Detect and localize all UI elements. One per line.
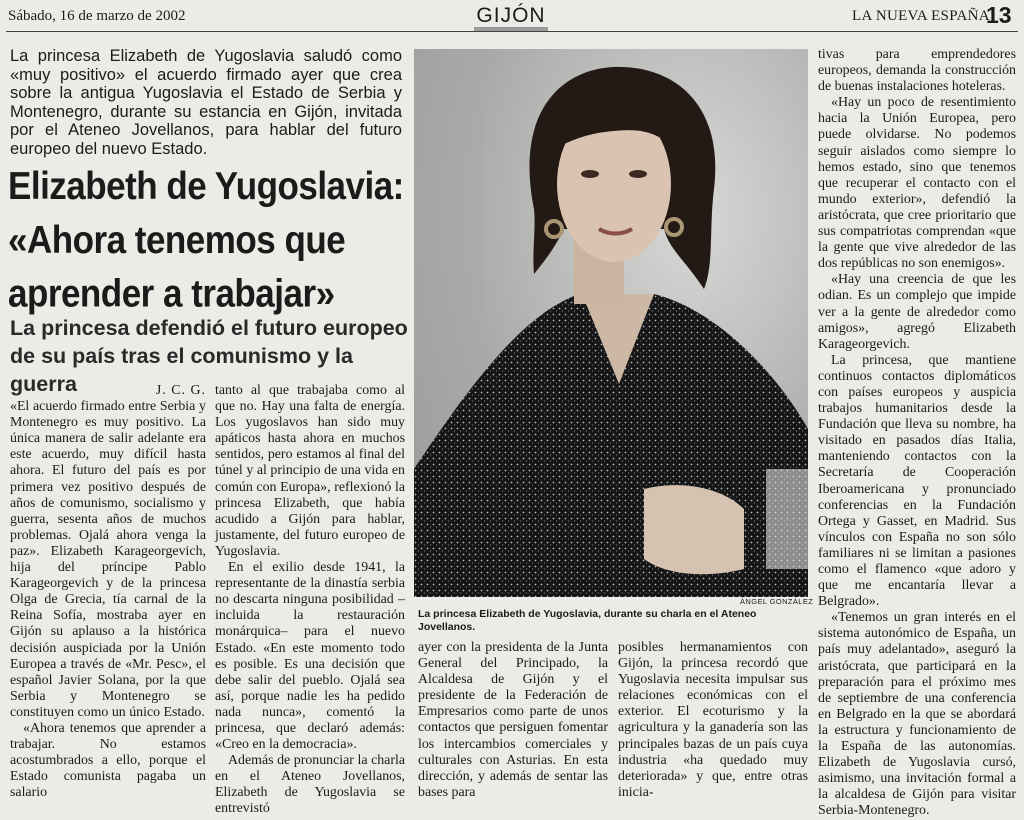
page-number: 13 [986, 2, 1012, 28]
paragraph: posibles hermanamientos con Gijón, la princesa recordó que Yugoslavia necesita impulsar sus relaciones económicas con el exterior. El ecoturismo y la agricultura y la ganadería son las principales bazas de un país cuya industria «ha quedado muy deteriorada» y que, entre otras inicia- [618, 640, 808, 800]
paragraph: Además de pronunciar la charla en el Ateneo Jovellanos, Elizabeth de Yugoslavia se entrevistó [215, 753, 405, 817]
paragraph: tivas para emprendedores europeos, demanda la construcción de buenas instalaciones hoteleras. [818, 47, 1016, 95]
article-headline [8, 160, 408, 321]
paragraph: «Hay una creencia de que les odian. Es un complejo que impide ver a la gente de alrededor como amigos», agregó Elizabeth Karageorgevich. [818, 272, 1016, 352]
paragraph: «Ahora tenemos que aprender a trabajar. No estamos acostumbrados a ello, porque el Estado comunista pagaba un salario [10, 720, 206, 801]
photo-credit: ÁNGEL GONZÁLEZ [740, 597, 814, 606]
newspaper-name: LA NUEVA ESPAÑA [852, 8, 990, 24]
paragraph: ayer con la presidenta de la Junta General del Principado, la Alcaldesa de Gijón y el presidente de la Federación de Empresarios como parte de unos contactos que persiguen fomentar los intercambios comerciales y culturales con Asturias. En esta dirección, y además de sentar las bases para [418, 640, 608, 800]
page-header [0, 0, 1024, 30]
portrait-photo-image [414, 49, 808, 597]
subhead-line-2: de su país tras el comunismo y la guerra [10, 344, 353, 396]
paragraph: «Tenemos un gran interés en el sistema autonómico de España, un país muy adelantado», aseguró la aristócrata, que participará en la preparación para el próximo mes de septiembre de una conferencia en Belgrado en la que se abordará la estructura y funcionamiento de la España de las autonomías. Elizabeth de Yugoslavia cursó, asimismo, una invitación formal a la alcaldesa de Gijón para visitar Serbia-Montenegro. [818, 610, 1016, 819]
headline-line-3: aprender a trabajar» [8, 272, 335, 316]
header-rule [6, 31, 1018, 32]
article-column-4 [618, 640, 808, 801]
photo-caption: La princesa Elizabeth de Yugoslavia, durante su charla en el Ateneo Jovellanos. [418, 608, 757, 633]
paragraph: «El acuerdo firmado entre Serbia y Montenegro es muy positivo. La única manera de salir adelante era este acuerdo, muy difícil hasta ahora. El futuro del país es por primera vez positivo después de años de comunismo, socialismo y guerra, sesenta años de muchos problemas. Ojalá ahora venga la paz». Elizabeth Karageorgevich, hija del príncipe Pablo Karageorgevich y de la princesa Olga de Grecia, tía carnal de la Reina Sofía, mostraba ayer en Gijón su aplauso a la histórica decisión auspiciada por la Unión Europea a través de «Mr. Pesc», el español Javier Solana, por la que Serbia y Montenegro se constituyen como un único Estado. [10, 399, 206, 720]
article-column-5 [818, 47, 1016, 820]
paragraph: La princesa, que mantiene continuos contactos diplomáticos con países europeos y auspicia trabajos humanitarios desde la Fundación que lleva su nombre, ha visitado en pasados días Italia, manteniendo contactos con la Secretaría de Cooperación Iberoamericana y pronunciado conferencias en la Fundación Ortega y Gasset, en Madrid. Sus vínculos con España no son sólo familiares ni se limitan a pasiones como el flamenco «que adoro y que me encantaría llevar a Belgrado». [818, 352, 1016, 610]
paragraph: En el exilio desde 1941, la representante de la dinastía serbia no descarta ninguna posibilidad –incluida la restauración monárquica– para el nuevo Estado. «En este momento todo es posible. Es una decisión que debe salir del pueblo. Ojalá sea así, porque nadie les ha pedido nada nunca», comentó la princesa, que declaró además: «Creo en la democracia». [215, 560, 405, 753]
subhead-line-1: La princesa defendió el futuro europeo [10, 316, 408, 340]
article-column-3 [418, 640, 608, 801]
paragraph: tanto al que trabajaba como al que no. Hay una falta de energía. Los yugoslavos han sido muy apáticos hasta ahora en muchos sentidos, pero estamos al final del túnel y al principio de una vida en común con Europa», reflexionó la princesa Elizabeth, que había acudido a Gijón para hablar, justamente, del futuro europeo de Yugoslavia. [215, 383, 405, 559]
article-column-2 [215, 383, 405, 818]
headline-line-1: Elizabeth de Yugoslavia: [8, 164, 404, 209]
headline-line-2: «Ahora tenemos que [8, 218, 346, 262]
issue-date: Sábado, 16 de marzo de 2002 [8, 8, 186, 24]
byline: J. C. G. [155, 383, 206, 398]
article-column-1 [10, 383, 206, 801]
article-lead: La princesa Elizabeth de Yugoslavia saludó como «muy positivo» el acuerdo firmado ayer que crea sobre la antigua Yugoslavia el Estado de Serbia y Montenegro, durante su estancia en Gijón, invitada por el Ateneo Jovellanos, para hablar del futuro europeo del nuevo Estado. [10, 47, 402, 158]
section-title: GIJÓN [476, 4, 546, 27]
portrait-photo [414, 49, 808, 597]
paragraph: «Hay un poco de resentimiento hacia la Unión Europea, pero puede olvidarse. No podemos seguir aislados como siempre lo hemos estado, sino que tenemos que recuperar el contacto con el mundo exterior», defendió la aristócrata, que cree prioritario que sus compatriotas comprendan «que la gente que vive alrededor de las dos repúblicas no son enemigos». [818, 95, 1016, 272]
